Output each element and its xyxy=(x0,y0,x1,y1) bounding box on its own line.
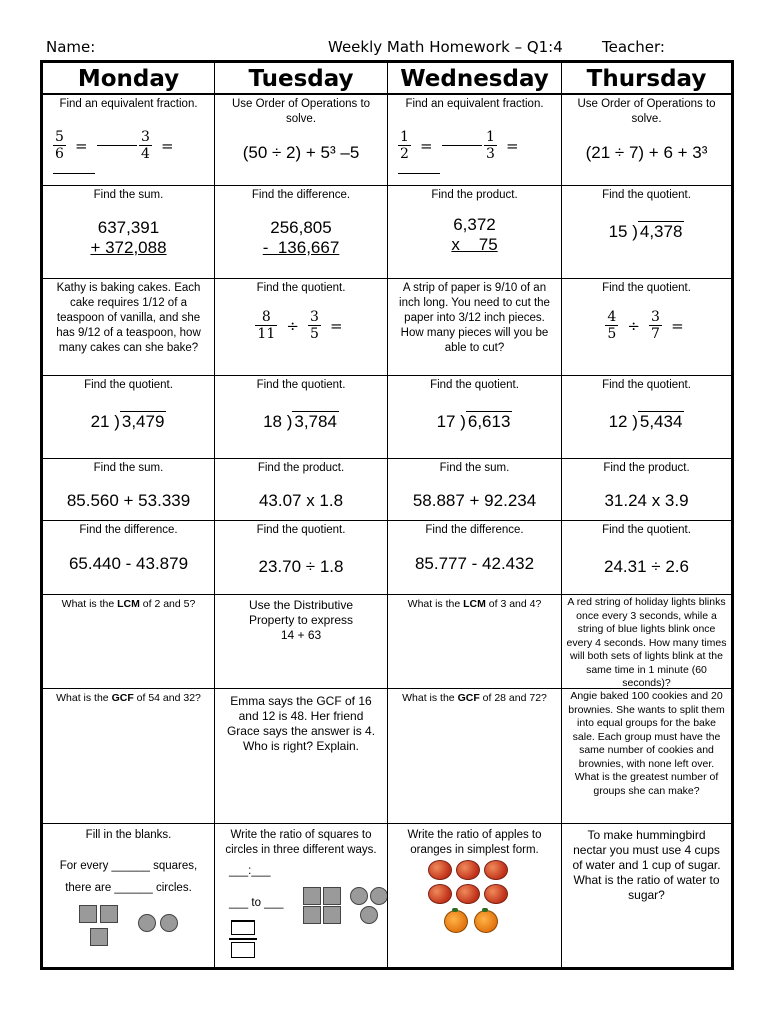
cell-prompt: Find an equivalent fraction. xyxy=(405,98,544,110)
worksheet-title: Weekly Math Homework – Q1:4 xyxy=(328,38,563,56)
fraction xyxy=(255,309,277,342)
fraction xyxy=(139,129,152,162)
dividend: 6,613 xyxy=(467,412,511,431)
square-shape xyxy=(323,906,341,924)
gcf-question xyxy=(43,689,214,706)
word-problem-text: Emma says the GCF of 16 and 12 is 48. Her friend Grace says the answer is 4. Who is right? Explain. xyxy=(226,694,376,753)
tue-gcf-explain-cell xyxy=(215,689,388,824)
cell-prompt: Find the quotient. xyxy=(256,282,346,294)
cell-prompt: Find the sum. xyxy=(93,189,164,201)
denominator: 5 xyxy=(310,326,319,342)
blank-sentence-2: there are ______ circles. xyxy=(65,882,192,894)
distributive-text: Use the Distributive Property to express xyxy=(248,598,354,627)
circle-shape xyxy=(360,906,378,924)
top-number: 6,372 xyxy=(453,215,496,234)
cell-prompt: Find the sum. xyxy=(93,462,164,474)
mon-word-problem-cell xyxy=(43,279,215,376)
numerator: 1 xyxy=(486,129,495,145)
fraction-form-box[interactable] xyxy=(231,921,255,935)
top-number: 637,391 xyxy=(97,218,160,237)
thu-decimal-quotient-cell xyxy=(562,521,731,595)
thu-lights-word-problem-cell xyxy=(562,595,731,689)
orange-icon xyxy=(474,910,498,933)
expression: 85.777 - 42.432 xyxy=(414,554,535,573)
question-lead: What is the xyxy=(61,598,115,610)
divisor: 17 ) xyxy=(436,412,466,431)
day-header-wednesday: Wednesday xyxy=(388,63,562,95)
top-number: 256,805 xyxy=(270,218,332,237)
wed-apples-oranges-ratio-cell xyxy=(388,824,562,967)
thu-bake-sale-word-problem-cell xyxy=(562,689,731,824)
fraction xyxy=(398,129,411,162)
stacked-problem xyxy=(43,218,214,258)
denominator: 7 xyxy=(651,326,660,342)
square-shape xyxy=(323,887,341,905)
expression: 43.07 x 1.8 xyxy=(258,491,344,510)
wed-gcf-cell xyxy=(388,689,562,824)
apple-icon xyxy=(428,860,452,880)
question-lead: What is the xyxy=(407,598,461,610)
thu-nectar-ratio-cell xyxy=(562,824,731,967)
denominator: 3 xyxy=(486,146,495,162)
cell-prompt: Write the ratio of squares to circles in three different ways. xyxy=(225,829,377,856)
apple-icon xyxy=(428,884,452,904)
orange-icon xyxy=(444,910,468,933)
question-lead: What is the xyxy=(402,692,455,704)
lcm-term: LCM xyxy=(463,598,486,610)
cell-prompt: Use Order of Operations to solve. xyxy=(577,98,716,125)
numerator: 3 xyxy=(651,309,660,325)
mon-lcm-cell xyxy=(43,595,215,689)
wed-product-cell xyxy=(388,186,562,279)
tue-decimal-quotient-cell xyxy=(215,521,388,595)
gcf-term: GCF xyxy=(457,692,480,704)
dividend: 5,434 xyxy=(639,412,683,431)
day-header-thursday: Thursday xyxy=(562,63,731,95)
homework-grid xyxy=(40,60,734,970)
fraction-problem xyxy=(398,129,482,162)
numerator: 3 xyxy=(310,309,319,325)
circle-shape xyxy=(138,914,156,932)
answer-blank[interactable] xyxy=(442,145,482,146)
mon-decimal-sum-cell xyxy=(43,459,215,521)
tue-ratio-three-ways-cell xyxy=(215,824,388,967)
wed-decimal-difference-cell xyxy=(388,521,562,595)
answer-blank[interactable] xyxy=(53,173,95,174)
thu-order-of-operations-cell xyxy=(562,95,731,186)
equals-sign: = xyxy=(671,316,684,335)
word-problem-text: Kathy is baking cakes. Each cake requires 1/12 of a teaspoon of vanilla, and she has 9/12 of a teaspoon, how many cakes can she bake? xyxy=(56,282,201,354)
cell-prompt: Write the ratio of apples to oranges in simplest form. xyxy=(407,829,542,856)
cell-prompt: Find the difference. xyxy=(251,189,351,201)
long-division xyxy=(43,412,214,432)
thu-long-division-cell xyxy=(562,376,731,459)
thu-fraction-quotient-cell xyxy=(562,279,731,376)
question-tail: of 54 and 32? xyxy=(136,692,201,704)
numerator: 4 xyxy=(607,309,617,325)
tue-difference-cell xyxy=(215,186,388,279)
name-label: Name: xyxy=(46,38,96,56)
equals-sign: = xyxy=(161,136,174,155)
divisor: 15 ) xyxy=(608,222,638,241)
lcm-question xyxy=(388,595,561,612)
cell-prompt: Find the quotient. xyxy=(602,282,691,294)
numerator: 5 xyxy=(55,129,64,145)
distributive-expression: 14 + 63 xyxy=(280,628,322,642)
tue-distributive-cell xyxy=(215,595,388,689)
fraction-division xyxy=(215,309,387,342)
equals-sign: = xyxy=(506,136,519,155)
apple-icon xyxy=(456,860,480,880)
fraction-problem xyxy=(53,129,137,162)
numerator: 8 xyxy=(255,309,277,326)
dividend: 4,378 xyxy=(639,222,683,241)
cell-prompt: Find the sum. xyxy=(439,462,510,474)
cell-prompt: Find the quotient. xyxy=(256,524,346,536)
numerator: 1 xyxy=(400,129,409,145)
stacked-problem xyxy=(215,218,387,258)
cell-prompt: Find the difference. xyxy=(79,524,178,536)
apple-icon xyxy=(484,884,508,904)
denominator: 2 xyxy=(400,146,409,162)
question-tail: of 2 and 5? xyxy=(142,598,196,610)
cell-prompt: Use Order of Operations to solve. xyxy=(231,98,371,125)
gcf-question xyxy=(388,689,561,706)
square-shape xyxy=(303,887,321,905)
expression: 31.24 x 3.9 xyxy=(604,491,689,510)
gcf-term: GCF xyxy=(111,692,134,704)
bottom-number: x 75 xyxy=(451,235,498,254)
question-tail: of 3 and 4? xyxy=(488,598,542,610)
mon-equivalent-fraction-cell xyxy=(43,95,215,186)
cell-prompt: Find the difference. xyxy=(425,524,524,536)
divide-sign: ÷ xyxy=(627,316,640,335)
tue-long-division-cell xyxy=(215,376,388,459)
stacked-problem xyxy=(388,215,561,255)
ratio-colon-form[interactable]: ___:___ xyxy=(229,865,271,877)
mon-ratio-blanks-cell xyxy=(43,824,215,967)
square-shape xyxy=(90,928,108,946)
fraction xyxy=(649,309,662,342)
thu-decimal-product-cell xyxy=(562,459,731,521)
square-shape xyxy=(79,905,97,923)
thu-quotient-cell xyxy=(562,186,731,279)
word-problem-text: A strip of paper is 9/10 of an inch long. You need to cut the paper into 3/12 inch pieces. How many pieces will you be able to cut? xyxy=(399,282,550,354)
equals-sign: = xyxy=(420,136,433,155)
question-tail: of 28 and 72? xyxy=(482,692,547,704)
tue-order-of-operations-cell xyxy=(215,95,388,186)
cell-prompt: Find the product. xyxy=(257,462,345,474)
apple-icon xyxy=(456,884,480,904)
fraction xyxy=(53,129,66,162)
divide-sign: ÷ xyxy=(286,316,299,335)
wed-long-division-cell xyxy=(388,376,562,459)
expression: 24.31 ÷ 2.6 xyxy=(604,557,689,576)
day-header-tuesday: Tuesday xyxy=(215,63,388,95)
word-problem-text: A red string of holiday lights blinks once every 3 seconds, while a string of blue lights blink once every 4 seconds. How many times will both sets of lights blink at the same time in 1 minute (60 seconds)? xyxy=(566,596,727,689)
cell-prompt: Find the product. xyxy=(603,462,690,474)
fraction-bar xyxy=(229,938,257,940)
apple-icon xyxy=(484,860,508,880)
expression: 58.887 + 92.234 xyxy=(412,491,537,510)
expression: 65.440 - 43.879 xyxy=(68,554,189,573)
lcm-term: LCM xyxy=(117,598,140,610)
fraction-form-box[interactable] xyxy=(231,942,255,958)
fraction xyxy=(605,309,618,342)
cell-prompt: Fill in the blanks. xyxy=(85,829,172,841)
answer-blank[interactable] xyxy=(97,145,137,146)
long-division xyxy=(562,222,731,242)
teacher-label: Teacher: xyxy=(602,38,665,56)
cell-prompt: Find the quotient. xyxy=(256,379,346,391)
fraction xyxy=(308,309,321,342)
cell-prompt: Find the product. xyxy=(431,189,518,201)
denominator: 6 xyxy=(55,146,64,162)
ratio-to-form[interactable]: ___ to ___ xyxy=(229,897,284,909)
expression: (50 ÷ 2) + 5³ –5 xyxy=(242,143,360,162)
leaf-icon xyxy=(452,908,458,912)
long-division xyxy=(215,412,387,432)
fraction-problem xyxy=(139,129,178,162)
long-division xyxy=(562,412,731,432)
long-division xyxy=(388,412,561,432)
divisor: 18 ) xyxy=(263,412,293,431)
cell-prompt: Find the quotient. xyxy=(84,379,173,391)
word-problem-text: To make hummingbird nectar you must use 4 cups of water and 1 cup of sugar. What is the ratio of water to sugar? xyxy=(572,828,721,902)
dividend: 3,479 xyxy=(121,412,165,431)
mon-long-division-cell xyxy=(43,376,215,459)
divisor: 21 ) xyxy=(90,412,120,431)
divisor: 12 ) xyxy=(608,412,638,431)
bottom-number: - 136,667 xyxy=(262,238,340,257)
square-shape xyxy=(100,905,118,923)
leaf-icon xyxy=(482,908,488,912)
fraction-problem xyxy=(484,129,523,162)
bottom-number: + 372,088 xyxy=(90,238,167,257)
day-header-monday: Monday xyxy=(43,63,215,95)
equals-sign: = xyxy=(75,136,88,155)
fraction xyxy=(484,129,497,162)
word-problem-text: Angie baked 100 cookies and 20 brownies. She wants to split them into equal groups for the bake sale. Each group must have the same number of cookies and brownies, with none left over. What is the greatest number of groups she can make? xyxy=(568,690,725,797)
dividend: 3,784 xyxy=(294,412,337,431)
wed-lcm-cell xyxy=(388,595,562,689)
tue-fraction-quotient-cell xyxy=(215,279,388,376)
mon-gcf-cell xyxy=(43,689,215,824)
expression: 85.560 + 53.339 xyxy=(66,491,191,510)
tue-decimal-product-cell xyxy=(215,459,388,521)
blank-sentence-1: For every ______ squares, xyxy=(59,860,198,872)
answer-blank[interactable] xyxy=(398,173,440,174)
cell-prompt: Find the quotient. xyxy=(430,379,519,391)
expression: 23.70 ÷ 1.8 xyxy=(258,557,344,576)
fraction-division xyxy=(562,309,731,342)
cell-prompt: Find the quotient. xyxy=(602,189,691,201)
expression: (21 ÷ 7) + 6 + 3³ xyxy=(585,143,708,162)
circle-shape xyxy=(370,887,388,905)
denominator: 11 xyxy=(257,326,276,342)
square-shape xyxy=(303,906,321,924)
circle-shape xyxy=(350,887,368,905)
wed-word-problem-cell xyxy=(388,279,562,376)
mon-sum-cell xyxy=(43,186,215,279)
cell-prompt: Find the quotient. xyxy=(602,379,691,391)
denominator: 4 xyxy=(141,146,150,162)
mon-decimal-difference-cell xyxy=(43,521,215,595)
circle-shape xyxy=(160,914,178,932)
cell-prompt: Find the quotient. xyxy=(602,524,691,536)
lcm-question xyxy=(43,595,214,612)
denominator: 5 xyxy=(607,326,617,342)
cell-prompt: Find an equivalent fraction. xyxy=(59,98,198,110)
wed-equivalent-fraction-cell xyxy=(388,95,562,186)
wed-decimal-sum-cell xyxy=(388,459,562,521)
equals-sign: = xyxy=(330,316,343,335)
numerator: 3 xyxy=(141,129,150,145)
question-lead: What is the xyxy=(56,692,109,704)
